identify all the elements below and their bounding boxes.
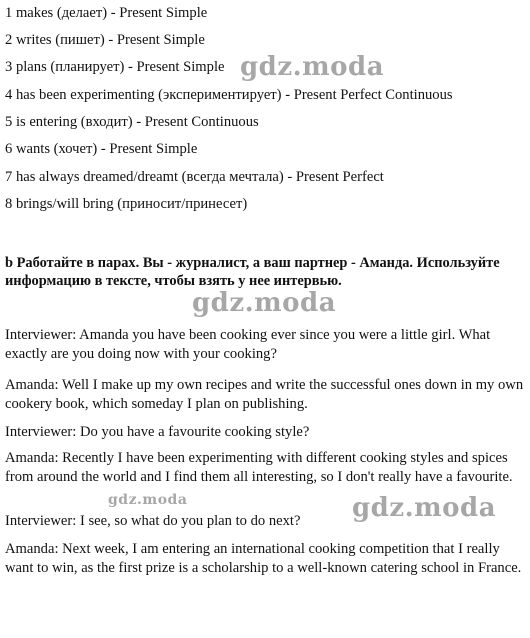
answer-3: 3 plans (планирует) - Present Simple bbox=[5, 59, 225, 75]
dialogue-line-5: Interviewer: I see, so what do you plan to do next? bbox=[5, 513, 301, 529]
answer-2: 2 writes (пишет) - Present Simple bbox=[5, 32, 205, 48]
dialogue-line-1: Interviewer: Amanda you have been cooking ever since you were a little girl. What exactly are you doing now with your cooking? bbox=[5, 327, 491, 362]
answer-7: 7 has always dreamed/dreamt (всегда мечтала) - Present Perfect bbox=[5, 169, 384, 185]
watermark: gdz.moda bbox=[352, 493, 497, 523]
dialogue-line-4: Amanda: Recently I have been experimenting with different cooking styles and spices from around the world and I find them all interesting, so I don't really have a favourite. bbox=[5, 450, 513, 485]
answer-4: 4 has been experimenting (экспериментирует) - Present Perfect Continuous bbox=[5, 87, 453, 103]
answer-6: 6 wants (хочет) - Present Simple bbox=[5, 141, 198, 157]
dialogue-line-2: Amanda: Well I make up my own recipes and write the successful ones down in my own cookery book, which someday I plan on publishing. bbox=[5, 377, 524, 412]
answer-5: 5 is entering (входит) - Present Continuous bbox=[5, 114, 259, 130]
task-instruction: b Работайте в парах. Вы - журналист, а ваш партнер - Аманда. Используйте информацию в тексте, чтобы взять у нее интервью. bbox=[5, 255, 500, 289]
answer-8: 8 brings/will bring (приносит/принесет) bbox=[5, 196, 248, 212]
watermark: gdz.moda bbox=[240, 52, 385, 82]
dialogue-line-6: Amanda: Next week, I am entering an international cooking competition that I really want to win, as the first prize is a scholarship to a well-known catering school in France. bbox=[5, 541, 522, 576]
answer-1: 1 makes (делает) - Present Simple bbox=[5, 5, 208, 21]
watermark: gdz.moda bbox=[108, 492, 188, 508]
watermark: gdz.moda bbox=[192, 288, 337, 318]
dialogue-line-3: Interviewer: Do you have a favourite cooking style? bbox=[5, 424, 310, 440]
